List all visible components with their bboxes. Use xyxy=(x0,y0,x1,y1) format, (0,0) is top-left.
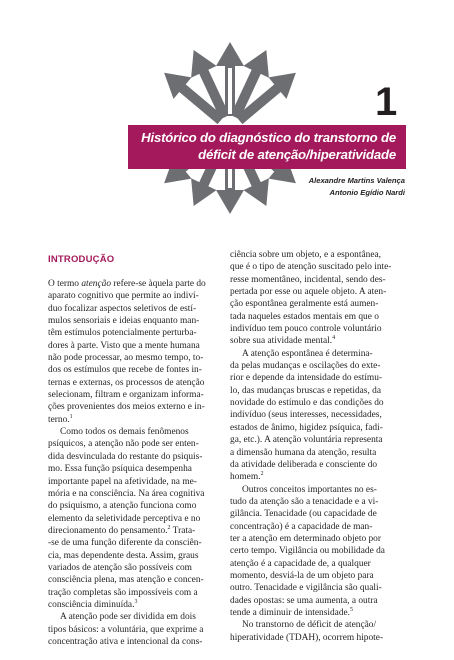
text-line: psíquicos, a atenção não pode ser enten- xyxy=(48,439,199,450)
text-line: terno.$^1$ xyxy=(48,413,73,425)
text-line: gilância. Tenacidade (ou capacidade de xyxy=(230,509,377,520)
text-line: rior e depende da intensidade do estímu- xyxy=(230,373,383,384)
text-line: O termo atenção refere-se àquela parte do xyxy=(48,279,206,289)
text-line: do psiquismo, a atenção funciona como xyxy=(48,501,197,512)
text-line: a dimensão humana da atenção, resulta xyxy=(230,447,377,458)
authors xyxy=(309,175,405,199)
chapter-title-line: déficit de atenção/hiperatividade xyxy=(198,147,396,162)
text-line: dades opostas: se uma aumenta, a outra xyxy=(230,595,378,606)
text-line: direcionamento do pensamento.$^2$ Trata- xyxy=(48,524,196,536)
text-line: cia, mas dependente desta. Assim, graus xyxy=(48,550,199,561)
text-line: aparato cognitivo que permite ao indiví- xyxy=(48,291,199,302)
emphasis: atenção xyxy=(81,279,112,289)
text-column-left xyxy=(48,278,226,648)
paragraph xyxy=(48,611,226,648)
text-line: pertada por esse ou aquele objeto. A aten- xyxy=(230,287,387,298)
text-line: Como todos os demais fenômenos xyxy=(60,427,189,438)
text-line: tudo da atenção são a tenacidade e a vi- xyxy=(230,496,379,507)
text-line: ternas e externas, os processos de atenção xyxy=(48,377,205,388)
text-line: tipos básicos: a voluntária, que exprime a xyxy=(48,624,204,635)
paragraph xyxy=(230,619,408,644)
text-line: variados de atenção são possíveis com xyxy=(48,562,192,573)
section-heading: INTRODUÇÃO xyxy=(48,254,115,265)
text-line: não pode processar, ao mesmo tempo, to- xyxy=(48,353,204,364)
text-line: selecionam, filtram e organizam informa- xyxy=(48,390,204,401)
text-line: atenção é a capacidade de, a qualquer xyxy=(230,558,371,569)
paragraph xyxy=(48,278,226,426)
text-line: sobre sua atividade mental.$^4$ xyxy=(230,335,336,347)
text-line: tração completas são impossíveis com a xyxy=(48,587,198,598)
text-line: dida desvinculada do restante do psiquis- xyxy=(48,451,203,462)
paragraph xyxy=(230,249,408,348)
text-line: mo. Essa função psíquica desempenha xyxy=(48,464,192,475)
paragraph xyxy=(230,348,408,484)
text-line: ção espontânea geralmente está aumen- xyxy=(230,299,379,310)
text-line: outro. Tenacidade e vigilância são quali- xyxy=(230,583,382,594)
text-line: consciência diminuída.$^3$ xyxy=(48,598,138,610)
text-line: têm estímulos potencialmente perturba- xyxy=(48,328,197,339)
text-column-right xyxy=(230,249,408,644)
text-line: lo, das mudanças bruscas e repetidas, da xyxy=(230,385,381,396)
text-line: tada naqueles estados mentais em que o xyxy=(230,311,379,322)
footnote-ref: 5 xyxy=(350,606,354,613)
author-name: Antonio Egídio Nardi xyxy=(329,188,405,197)
text-line: A atenção pode ser dividida em dois xyxy=(60,612,196,623)
text-line: importante papel na afetividade, na me- xyxy=(48,476,197,487)
chapter-title-line: Histórico do diagnóstico do transtorno de xyxy=(141,130,396,145)
text-line: -se de uma função diferente da consciên- xyxy=(48,538,202,549)
text-line: duo focalizar aspectos seletivos de estí- xyxy=(48,303,197,314)
text-line: da atividade deliberada e consciente do xyxy=(230,459,378,470)
text-line: estados de ânimo, higidez psíquica, fadi- xyxy=(230,422,383,433)
text-line: mulos sensoriais e ideias enquanto man- xyxy=(48,316,200,327)
footnote-ref: 1 xyxy=(69,413,73,420)
text-line: hiperatividade (TDAH), ocorrem hipote- xyxy=(230,632,384,643)
footnote-ref: 3 xyxy=(134,598,138,605)
text-line: da pelas mudanças e oscilações do exte- xyxy=(230,361,381,372)
author-name: Alexandre Martins Valença xyxy=(308,176,405,185)
text-line: No transtorno de déficit de atenção/ xyxy=(242,620,377,631)
text-line: tende a diminuir de intensidade.$^5$ xyxy=(230,606,354,618)
paragraph xyxy=(230,484,408,620)
text-line: consciência plena, mas atenção e concen- xyxy=(48,575,204,586)
text-line: resse momentâneo, incidental, sendo des- xyxy=(230,274,386,285)
footnote-ref: 2 xyxy=(260,471,264,478)
text-line: momento, desviá-la de um objeto para xyxy=(230,570,374,581)
text-line: certo tempo. Vigilância ou mobilidade da xyxy=(230,546,385,557)
text-line: A atenção espontânea é determina- xyxy=(242,348,373,359)
text-line: elemento da seletividade perceptiva e no xyxy=(48,513,201,524)
text-line: ciência sobre um objeto, e a espontânea, xyxy=(230,250,381,260)
text-line: dos os estímulos que recebe de fontes in- xyxy=(48,365,202,376)
paragraph xyxy=(48,426,226,611)
text-line: novidade do estímulo e das condições do xyxy=(230,398,384,409)
footnote-ref: 2 xyxy=(167,524,171,531)
text-line: indivíduo (seus interesses, necessidades, xyxy=(230,410,382,421)
text-line: ções provenientes dos meios externo e in- xyxy=(48,402,205,413)
text-line: homem.$^2$ xyxy=(230,471,264,483)
chapter-title xyxy=(128,125,406,169)
footnote-ref: 4 xyxy=(332,335,336,342)
text-line: dores à parte. Visto que a mente humana xyxy=(48,340,200,351)
text-line: Outros conceitos importantes no es- xyxy=(242,484,377,495)
text-line: ga, etc.). A atenção voluntária representa xyxy=(230,435,383,446)
text-line: indivíduo tem pouco controle voluntário xyxy=(230,324,382,335)
text-line: ter a atenção em determinado objeto por xyxy=(230,533,381,544)
text-line: que é o tipo de atenção suscitado pelo inte- xyxy=(230,262,392,273)
text-line: concentração ativa e intencional da cons- xyxy=(48,636,203,647)
text-line: concentração) é a capacidade de man- xyxy=(230,521,373,532)
text-line: mória e na consciência. Na área cognitiva xyxy=(48,488,205,499)
chapter-number: 1 xyxy=(375,80,398,124)
